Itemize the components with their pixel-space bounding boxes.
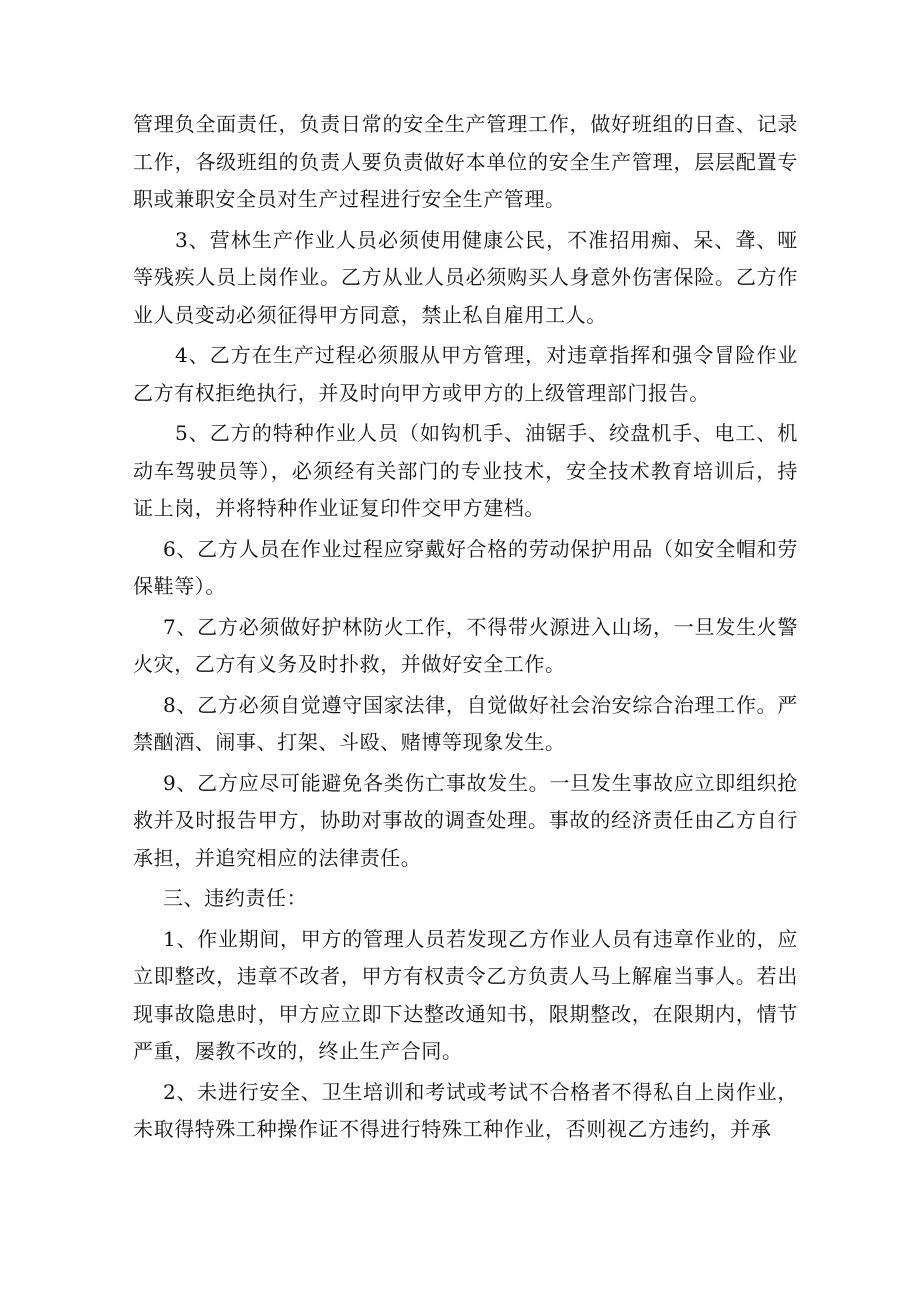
section-heading-breach-liability: 三、违约责任： xyxy=(163,886,308,910)
paragraph-clause-3: 3、营林生产作业人员必须使用健康公民，不准招用痴、呆、聋、哑等残疾人员上岗作业。乙方从业人员必须购买人身意外伤害保险。乙方作业人员变动必须征得甲方同意，禁止私自雇用工人。 xyxy=(133,227,798,327)
paragraph-safety-management-continuation: 管理负全面责任，负责日常的安全生产管理工作，做好班组的日查、记录工作，各级班组的负责人要负责做好本单位的安全生产管理，层层配置专职或兼职安全员对生产过程进行安全生产管理。 xyxy=(133,112,798,211)
paragraph-clause-6: 6、乙方人员在作业过程应穿戴好合格的劳动保护用品（如安全帽和劳保鞋等）。 xyxy=(133,536,798,598)
document-body xyxy=(133,106,798,1152)
paragraph-breach-clause-1: 1、作业期间，甲方的管理人员若发现乙方作业人员有违章作业的，应立即整改，违章不改者，甲方有权责令乙方负责人马上解雇当事人。若出现事故隐患时，甲方应立即下达整改通知书，限期整改，在限期内，情节严重，屡教不改的，终止生产合同。 xyxy=(133,926,798,1063)
paragraph-breach-clause-2: 2、未进行安全、卫生培训和考试或考试不合格者不得私自上岗作业，未取得特殊工种操作证不得进行特殊工种作业，否则视乙方违约，并承 xyxy=(133,1079,798,1141)
paragraph-clause-7: 7、乙方必须做好护林防火工作，不得带火源进入山场，一旦发生火警火灾，乙方有义务及时扑救，并做好安全工作。 xyxy=(133,614,798,676)
paragraph-clause-8: 8、乙方必须自觉遵守国家法律，自觉做好社会治安综合治理工作。严禁酗酒、闹事、打架、斗殴、赌博等现象发生。 xyxy=(133,692,798,754)
paragraph-clause-4: 4、乙方在生产过程必须服从甲方管理，对违章指挥和强令冒险作业乙方有权拒绝执行，并及时向甲方或甲方的上级管理部门报告。 xyxy=(133,343,798,405)
paragraph-clause-5: 5、乙方的特种作业人员（如钩机手、油锯手、绞盘机手、电工、机动车驾驶员等），必须经有关部门的专业技术，安全技术教育培训后，持证上岗，并将特种作业证复印件交甲方建档。 xyxy=(133,421,798,520)
paragraph-clause-9: 9、乙方应尽可能避免各类伤亡事故发生。一旦发生事故应立即组织抢救并及时报告甲方，协助对事故的调查处理。事故的经济责任由乙方自行承担，并追究相应的法律责任。 xyxy=(133,770,798,870)
